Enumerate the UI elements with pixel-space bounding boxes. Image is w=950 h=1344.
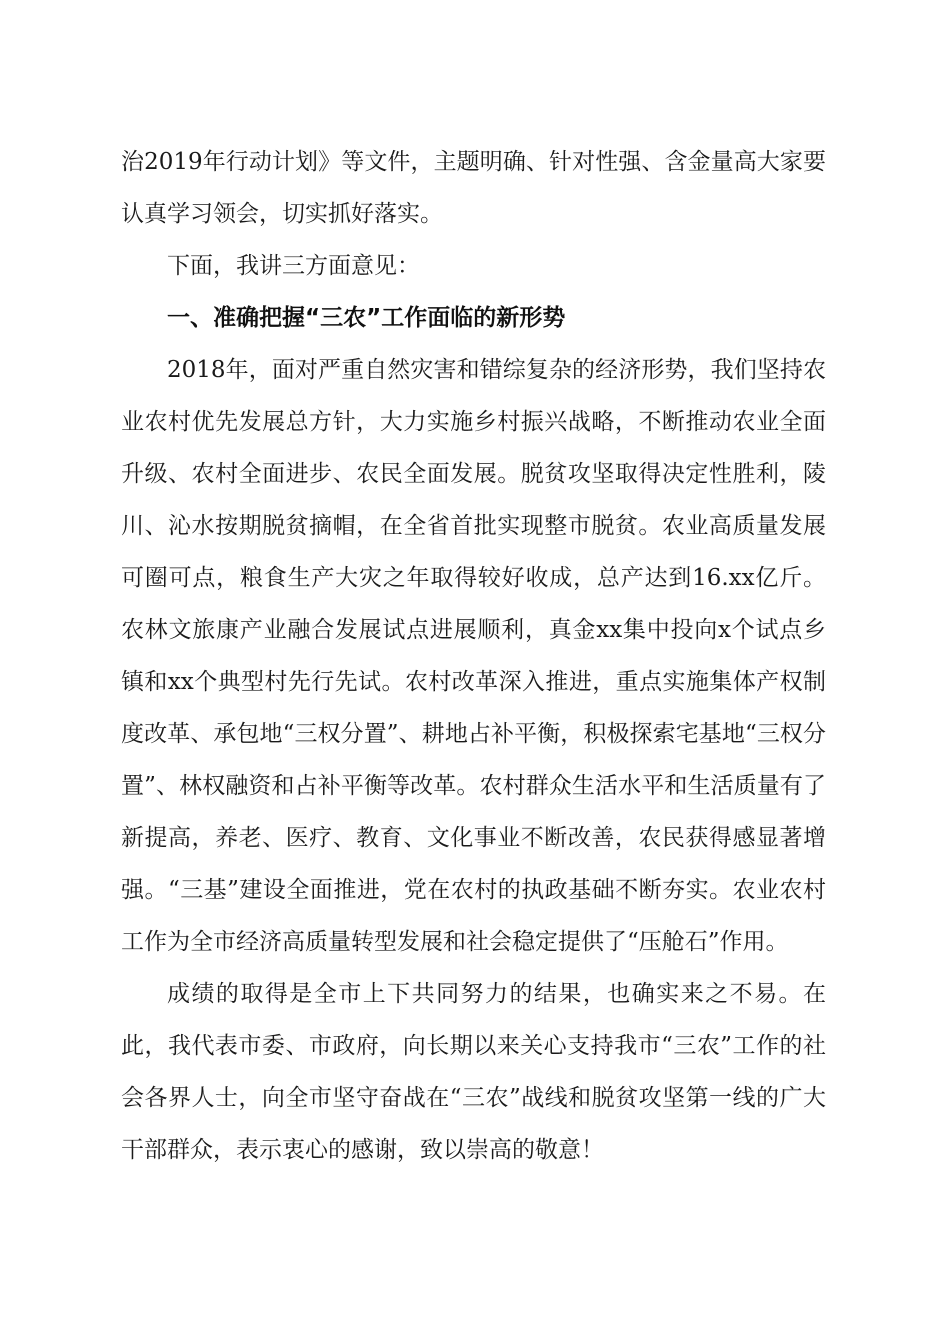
paragraph-achievements: 2018年，面对严重自然灾害和错综复杂的经济形势，我们坚持农业农村优先发展总方针，大力实施乡村振兴战略，不断推动农业全面升级、农村全面进步、农民全面发展。脱贫攻坚取得决定性胜利，陵川、沁水按期脱贫摘帽，在全省首批实现整市脱贫。农业高质量发展可圈可点，粮食生产大灾之年取得较好收成，总产达到16.xx亿斤。农林文旅康产业融合发展试点进展顺利，真金xx集中投向x个试点乡镇和xx个典型村先行先试。农村改革深入推进，重点实施集体产权制度改革、承包地“三权分置”、耕地占补平衡，积极探索宅基地“三权分置”、林权融资和占补平衡等改革。农村群众生活水平和生活质量有了新提高，养老、医疗、教育、文化事业不断改善，农民获得感显著增强。“三基”建设全面推进，党在农村的执政基础不断夯实。农业农村工作为全市经济高质量转型发展和社会稳定提供了“压舱石”作用。 [121,357,826,955]
section-heading: 一、准确把握“三农”工作面临的新形势 [167,305,566,331]
paragraph-thanks: 成绩的取得是全市上下共同努力的结果，也确实来之不易。在此，我代表市委、市政府，向长期以来关心支持我市“三农”工作的社会各界人士，向全市坚守奋战在“三农”战线和脱贫攻坚第一线的广大干部群众，表示衷心的感谢，致以崇高的敬意！ [121,981,826,1163]
document-body [121,136,826,1176]
paragraph-intro: 下面，我讲三方面意见： [167,253,420,279]
paragraph-continuation: 治2019年行动计划》等文件，主题明确、针对性强、含金量高大家要认真学习领会，切实抓好落实。 [121,149,826,227]
